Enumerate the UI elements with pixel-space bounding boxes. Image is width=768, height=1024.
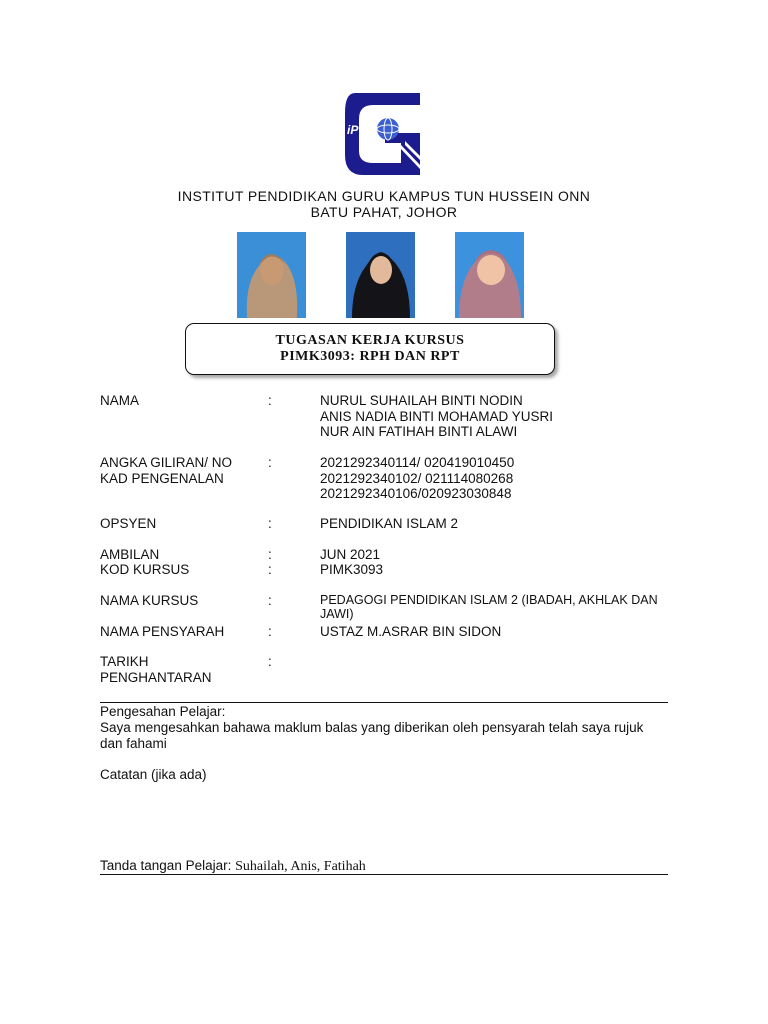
kod-label: KOD KURSUS xyxy=(100,562,190,577)
pensyarah-label: NAMA PENSYARAH xyxy=(100,624,225,639)
student-photo-1 xyxy=(237,232,306,318)
angka-colon: : xyxy=(268,455,272,470)
id-number-3: 2021292340106/020923030848 xyxy=(320,486,512,501)
angka-label-line1: ANGKA GILIRAN/ NO xyxy=(100,455,233,470)
logo-text: iPG xyxy=(347,123,368,137)
opsyen-value: PENDIDIKAN ISLAM 2 xyxy=(320,516,459,531)
nama-label: NAMA xyxy=(100,393,140,408)
assignment-title: TUGASAN KERJA KURSUS xyxy=(275,333,465,348)
nama-colon: : xyxy=(268,393,272,408)
institute-name: INSTITUT PENDIDIKAN GURU KAMPUS TUN HUSSEIN ONN xyxy=(177,188,591,204)
institute-location: BATU PAHAT, JOHOR xyxy=(310,204,458,220)
kod-value: PIMK3093 xyxy=(320,562,384,577)
opsyen-label: OPSYEN xyxy=(100,516,157,531)
ambilan-label: AMBILAN xyxy=(100,547,160,562)
signature-label: Tanda tangan Pelajar: xyxy=(100,858,232,873)
notes-label: Catatan (jika ada) xyxy=(100,767,207,782)
kursus-colon: : xyxy=(268,593,272,608)
kod-colon: : xyxy=(268,562,272,577)
opsyen-colon: : xyxy=(268,516,272,531)
angka-label xyxy=(100,455,260,486)
assignment-course-code: PIMK3093: RPH DAN RPT xyxy=(280,349,460,364)
pensyarah-value: USTAZ M.ASRAR BIN SIDON xyxy=(320,624,502,639)
nama-values xyxy=(320,393,670,440)
id-number-2: 2021292340102/ 021114080268 xyxy=(320,470,514,486)
ipg-logo-graphic xyxy=(345,93,420,175)
tarikh-colon: : xyxy=(268,654,272,669)
signature-value: Suhailah, Anis, Fatihah xyxy=(235,859,366,874)
tarikh-label-line1: TARIKH xyxy=(100,654,149,669)
student-name-3: NUR AIN FATIHAH BINTI ALAWI xyxy=(320,424,518,439)
confirmation-statement: Saya mengesahkan bahawa maklum balas yang diberikan oleh pensyarah telah saya rujuk dan fahami xyxy=(100,720,644,751)
pensyarah-colon: : xyxy=(268,624,272,639)
ambilan-colon: : xyxy=(268,547,272,562)
kursus-label: NAMA KURSUS xyxy=(100,593,199,608)
angka-values xyxy=(320,455,670,502)
confirmation-heading: Pengesahan Pelajar: xyxy=(100,704,226,719)
assignment-title-box xyxy=(185,323,555,375)
student-name-1: NURUL SUHAILAH BINTI NODIN xyxy=(320,393,523,408)
signature-line xyxy=(100,874,668,875)
student-photo-2 xyxy=(346,232,415,318)
tarikh-label-line2: PENGHANTARAN xyxy=(100,669,212,685)
ipg-logo xyxy=(345,93,420,175)
kursus-value: PEDAGOGI PENDIDIKAN ISLAM 2 (IBADAH, AKHLAK DAN JAWI) xyxy=(320,593,658,621)
student-name-2: ANIS NADIA BINTI MOHAMAD YUSRI xyxy=(320,408,554,424)
tarikh-label xyxy=(100,654,260,685)
angka-label-line2: KAD PENGENALAN xyxy=(100,470,224,486)
signature-row xyxy=(100,858,660,875)
id-number-1: 2021292340114/ 020419010450 xyxy=(320,455,515,470)
student-photo-3 xyxy=(455,232,524,318)
ambilan-value: JUN 2021 xyxy=(320,547,381,562)
section-divider xyxy=(100,702,668,703)
